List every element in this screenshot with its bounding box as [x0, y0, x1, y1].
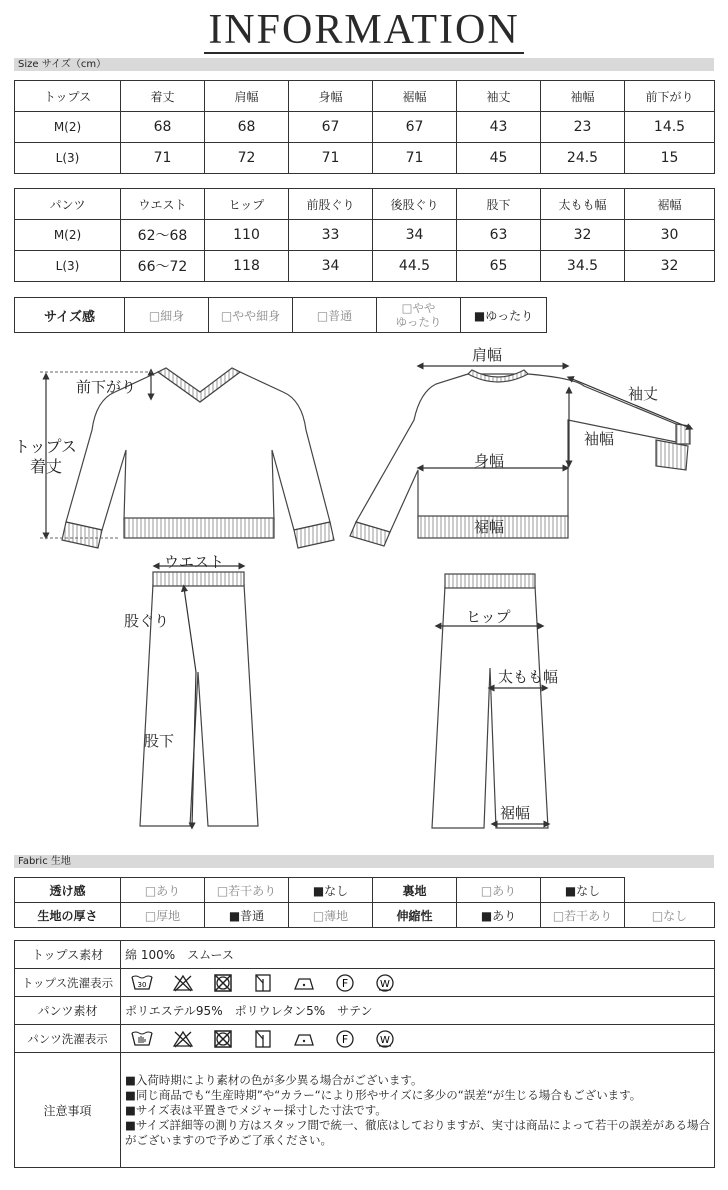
note-line: ■同じ商品でも“生産時期”や“カラー“により形やサイズに多少の“誤差“が生じる場合もございます。 [125, 1087, 642, 1102]
fit-option: □細身 [125, 298, 209, 333]
svg-text:W: W [380, 978, 390, 990]
table-cell: 33 [289, 220, 373, 251]
fit-option-selected: ■ゆったり [461, 298, 547, 333]
table-cell: 71 [289, 143, 373, 174]
fit-label: サイズ感 [15, 298, 125, 333]
no-bleach-icon [173, 1030, 193, 1048]
table-cell: 63 [457, 220, 541, 251]
table-header: 股下 [457, 189, 541, 220]
fabric-label: 生地の厚さ [15, 903, 121, 928]
table-header: ウエスト [121, 189, 205, 220]
tops-wash-label: トップス洗濯表示 [15, 969, 121, 997]
thigh-label: 太もも幅 [498, 668, 559, 686]
table-cell: 71 [373, 143, 457, 174]
inseam-label: 股下 [144, 732, 175, 750]
hip-label: ヒップ [466, 608, 511, 626]
line-dry-icon [253, 974, 273, 992]
fabric-option: □あり [457, 878, 541, 903]
table-row [15, 878, 715, 903]
note-line: ■サイズ表は平置きでメジャー採寸した寸法です。 [125, 1102, 387, 1117]
fabric-option: □若干あり [541, 903, 625, 928]
rise-label: 股ぐり [124, 612, 170, 630]
tops-length-label-2: 着丈 [30, 457, 63, 476]
dry-clean-f-icon [335, 1029, 355, 1049]
table-header: 裾幅 [625, 189, 715, 220]
table-header: 袖丈 [457, 81, 541, 112]
table-header: 前下がり [625, 81, 715, 112]
table-cell: 68 [205, 112, 289, 143]
dry-clean-f-icon [335, 973, 355, 993]
svg-text:F: F [341, 976, 349, 990]
table-cell: M(2) [15, 112, 121, 143]
fabric-option-selected: ■なし [289, 878, 373, 903]
body-width-label: 身幅 [474, 452, 505, 470]
page-title: INFORMATION [0, 6, 728, 54]
waist-label: ウエスト [164, 553, 225, 571]
fabric-option: □あり [121, 878, 205, 903]
fit-option: □普通 [293, 298, 377, 333]
table-header: 前股ぐり [289, 189, 373, 220]
sleeve-width-label: 袖幅 [584, 430, 615, 448]
no-tumble-dry-icon [213, 1030, 233, 1048]
table-cell: L(3) [15, 143, 121, 174]
pants-hem-label: 裾幅 [500, 804, 531, 822]
table-cell: 34 [373, 220, 457, 251]
fabric-table [14, 877, 715, 928]
table-header: ヒップ [205, 189, 289, 220]
table-cell: L(3) [15, 251, 121, 282]
fabric-section-header: Fabric 生地 [14, 855, 714, 868]
table-cell: 72 [205, 143, 289, 174]
table-cell: 30 [625, 220, 715, 251]
iron-icon [293, 1030, 315, 1048]
table-row [15, 997, 715, 1025]
fabric-option-selected: ■普通 [205, 903, 289, 928]
table-row [15, 1025, 715, 1053]
pants-material-label: パンツ素材 [15, 997, 121, 1025]
table-row [15, 1053, 715, 1168]
table-header: 肩幅 [205, 81, 289, 112]
pants-wash-symbols [121, 1025, 715, 1053]
table-cell: 62〜68 [121, 220, 205, 251]
line-dry-icon [253, 1030, 273, 1048]
note-line: ■サイズ詳細等の測り方はスタッフ間で統一、徹底はしておりますが、実寸は商品によって若干の誤差がある場合がございますので予めご了承ください。 [125, 1117, 710, 1147]
table-row [15, 941, 715, 969]
fabric-option: □若干あり [205, 878, 289, 903]
fit-option: □やや ゆったり [377, 298, 461, 333]
table-cell: 45 [457, 143, 541, 174]
table-header: トップス [15, 81, 121, 112]
table-cell: 32 [625, 251, 715, 282]
front-drop-label: 前下がり [76, 378, 137, 396]
no-bleach-icon [173, 974, 193, 992]
table-header: 後股ぐり [373, 189, 457, 220]
fabric-option-selected: ■なし [541, 878, 625, 903]
notes-content [121, 1053, 715, 1168]
table-header: 袖幅 [541, 81, 625, 112]
wet-clean-w-icon [375, 973, 395, 993]
tops-length-label: トップス [14, 437, 77, 456]
table-header: 裾幅 [373, 81, 457, 112]
note-line: ■入荷時期により素材の色が多少異る場合がございます。 [125, 1072, 423, 1087]
fabric-option: □薄地 [289, 903, 373, 928]
table-cell: 68 [121, 112, 205, 143]
shoulder-label: 肩幅 [472, 346, 503, 364]
tops-material-label: トップス素材 [15, 941, 121, 969]
pants-material-value: ポリエステル95% ポリウレタン5% サテン [121, 997, 715, 1025]
table-cell: 44.5 [373, 251, 457, 282]
svg-text:F: F [341, 1032, 349, 1046]
table-cell: 15 [625, 143, 715, 174]
table-cell: 34.5 [541, 251, 625, 282]
iron-icon [293, 974, 315, 992]
tops-wash-symbols [121, 969, 715, 997]
notes-label: 注意事項 [15, 1053, 121, 1168]
table-cell: 110 [205, 220, 289, 251]
empty-cell [625, 878, 715, 903]
size-section-header: Size サイズ（cm） [14, 58, 714, 71]
svg-text:30: 30 [137, 980, 147, 989]
wet-clean-w-icon [375, 1029, 395, 1049]
table-cell: 32 [541, 220, 625, 251]
table-header: 太もも幅 [541, 189, 625, 220]
table-cell: 71 [121, 143, 205, 174]
hem-width-label: 裾幅 [474, 518, 505, 536]
table-header: 着丈 [121, 81, 205, 112]
table-cell: M(2) [15, 220, 121, 251]
pants-wash-label: パンツ洗濯表示 [15, 1025, 121, 1053]
wash-30-icon [131, 974, 153, 992]
fit-option: □やや細身 [209, 298, 293, 333]
table-cell: 43 [457, 112, 541, 143]
fabric-label: 裏地 [373, 878, 457, 903]
no-tumble-dry-icon [213, 974, 233, 992]
table-cell: 66〜72 [121, 251, 205, 282]
table-cell: 67 [289, 112, 373, 143]
table-cell: 14.5 [625, 112, 715, 143]
tops-material-value: 綿 100% スムース [121, 941, 715, 969]
sleeve-length-label: 袖丈 [628, 385, 659, 403]
materials-table [14, 940, 715, 1168]
table-cell: 65 [457, 251, 541, 282]
table-header: 身幅 [289, 81, 373, 112]
table-cell: 34 [289, 251, 373, 282]
table-row [15, 903, 715, 928]
table-cell: 24.5 [541, 143, 625, 174]
table-row [15, 969, 715, 997]
svg-text:W: W [380, 1034, 390, 1046]
table-cell: 23 [541, 112, 625, 143]
fabric-label: 伸縮性 [373, 903, 457, 928]
fabric-option-selected: ■あり [457, 903, 541, 928]
table-cell: 118 [205, 251, 289, 282]
hand-wash-icon [131, 1030, 153, 1048]
table-header: パンツ [15, 189, 121, 220]
fabric-option: □厚地 [121, 903, 205, 928]
table-cell: 67 [373, 112, 457, 143]
fabric-option: □なし [625, 903, 715, 928]
fabric-label: 透け感 [15, 878, 121, 903]
